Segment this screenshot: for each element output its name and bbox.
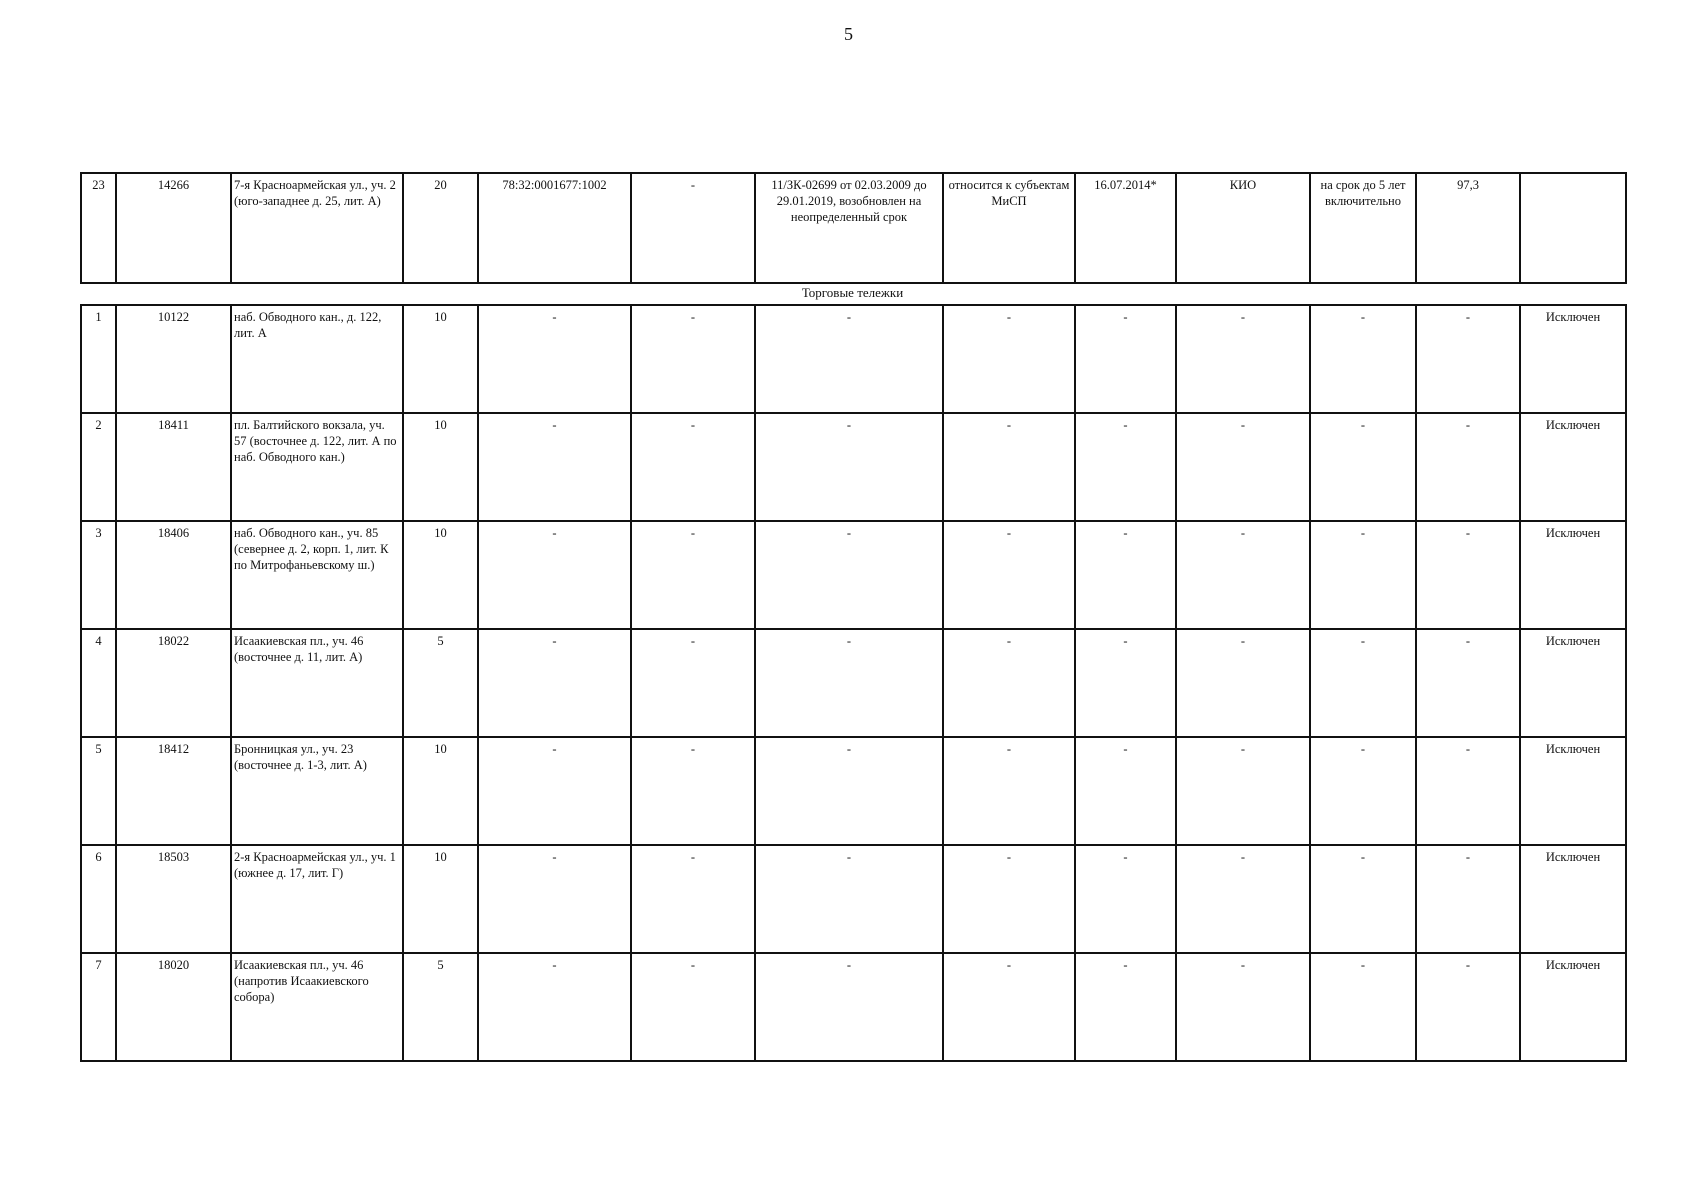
note-cell: Исключен [1520,629,1626,737]
address-cell: Исаакиевская пл., уч. 46 (напротив Исаакиевского собора) [231,953,403,1061]
dash-cell: - [631,413,755,521]
table-row [81,521,1626,629]
row-number: 1 [81,305,116,413]
dash-cell: - [1310,629,1416,737]
table-row [81,629,1626,737]
dash-cell: - [631,629,755,737]
object-id: 18412 [116,737,231,845]
row-number: 3 [81,521,116,629]
cadastral-cell: 78:32:0001677:1002 [478,173,631,283]
note-cell: Исключен [1520,413,1626,521]
dash-cell: - [755,305,943,413]
object-id: 18020 [116,953,231,1061]
dash-cell: - [1075,521,1176,629]
area-cell: 10 [403,413,478,521]
table-row [81,737,1626,845]
note-cell: Исключен [1520,845,1626,953]
area-cell: 10 [403,521,478,629]
dash-cell: - [1075,737,1176,845]
section-title: Торговые тележки [801,285,904,300]
dash-cell: - [1075,845,1176,953]
dash-cell: - [1310,845,1416,953]
contract-cell: 11/ЗК-02699 от 02.03.2009 до 29.01.2019, возобновлен на неопределенный срок [755,173,943,283]
date-cell: 16.07.2014* [1075,173,1176,283]
dash-cell: - [943,305,1075,413]
dash-cell: - [943,953,1075,1061]
dash-cell: - [478,413,631,521]
dash-cell: - [1176,953,1310,1061]
dash-cell: - [478,845,631,953]
note-cell: Исключен [1520,737,1626,845]
dash-cell: - [1176,737,1310,845]
address-cell: 7-я Красноармейская ул., уч. 2 (юго-западнее д. 25, лит. А) [231,173,403,283]
dash-cell: - [1075,953,1176,1061]
row-number: 2 [81,413,116,521]
dash-cell: - [1310,953,1416,1061]
dash-cell: - [1416,305,1520,413]
area-cell: 5 [403,629,478,737]
top-table [80,172,1627,284]
dash-cell: - [1176,413,1310,521]
object-id: 18406 [116,521,231,629]
dash-cell: - [1075,629,1176,737]
address-cell: наб. Обводного кан., уч. 85 (севернее д. 2, корп. 1, лит. К по Митрофаньевскому ш.) [231,521,403,629]
dash-cell: - [1075,413,1176,521]
dash-cell: - [755,845,943,953]
dash-cell: - [478,737,631,845]
dash-cell: - [1416,521,1520,629]
dash-cell: - [478,953,631,1061]
address-cell: Исаакиевская пл., уч. 46 (восточнее д. 11, лит. А) [231,629,403,737]
carts-table [80,304,1627,1062]
row-number: 6 [81,845,116,953]
dash-cell: - [755,629,943,737]
dash-cell: - [755,953,943,1061]
dash-cell: - [943,413,1075,521]
note-cell: Исключен [1520,305,1626,413]
value-cell: 97,3 [1416,173,1520,283]
term-cell: на срок до 5 лет включительно [1310,173,1416,283]
dash-cell: - [1310,737,1416,845]
dash-cell: - [1310,413,1416,521]
row-number: 23 [81,173,116,283]
dash-cell: - [1416,413,1520,521]
dash-cell: - [478,305,631,413]
dash-cell: - [631,737,755,845]
table-row [81,953,1626,1061]
dash-cell: - [1416,737,1520,845]
address-cell: 2-я Красноармейская ул., уч. 1 (южнее д. 17, лит. Г) [231,845,403,953]
dash-cell: - [755,413,943,521]
table-row [81,413,1626,521]
dash-cell: - [943,845,1075,953]
dash-cell: - [943,737,1075,845]
dash-cell: - [1075,305,1176,413]
dash-cell: - [1310,305,1416,413]
dash-cell: - [631,845,755,953]
object-id: 18022 [116,629,231,737]
row-number: 5 [81,737,116,845]
area-cell: 20 [403,173,478,283]
note-cell: Исключен [1520,953,1626,1061]
address-cell: наб. Обводного кан., д. 122, лит. А [231,305,403,413]
note-cell: Исключен [1520,521,1626,629]
dash-cell: - [1176,629,1310,737]
object-id: 18503 [116,845,231,953]
dash-cell: - [478,521,631,629]
dash-cell: - [943,521,1075,629]
dash-cell: - [755,521,943,629]
page-number: 5 [844,24,853,44]
address-cell: Бронницкая ул., уч. 23 (восточнее д. 1-3, лит. А) [231,737,403,845]
dash-cell: - [943,629,1075,737]
dash-cell: - [1176,521,1310,629]
category-cell: относится к субъектам МиСП [943,173,1075,283]
object-id: 18411 [116,413,231,521]
table-row [81,845,1626,953]
dash-cell: - [1176,305,1310,413]
address-cell: пл. Балтийского вокзала, уч. 57 (восточнее д. 122, лит. А по наб. Обводного кан.) [231,413,403,521]
object-id: 14266 [116,173,231,283]
object-id: 10122 [116,305,231,413]
area-cell: 10 [403,845,478,953]
dash-cell: - [631,173,755,283]
area-cell: 10 [403,305,478,413]
dash-cell: - [1416,953,1520,1061]
dash-cell: - [1416,845,1520,953]
organ-cell: КИО [1176,173,1310,283]
table-row [81,173,1626,283]
dash-cell: - [1416,629,1520,737]
dash-cell: - [1176,845,1310,953]
row-number: 4 [81,629,116,737]
dash-cell: - [631,953,755,1061]
dash-cell: - [1310,521,1416,629]
dash-cell: - [631,305,755,413]
note-cell [1520,173,1626,283]
table-row [81,305,1626,413]
area-cell: 5 [403,953,478,1061]
dash-cell: - [478,629,631,737]
area-cell: 10 [403,737,478,845]
row-number: 7 [81,953,116,1061]
dash-cell: - [755,737,943,845]
dash-cell: - [631,521,755,629]
